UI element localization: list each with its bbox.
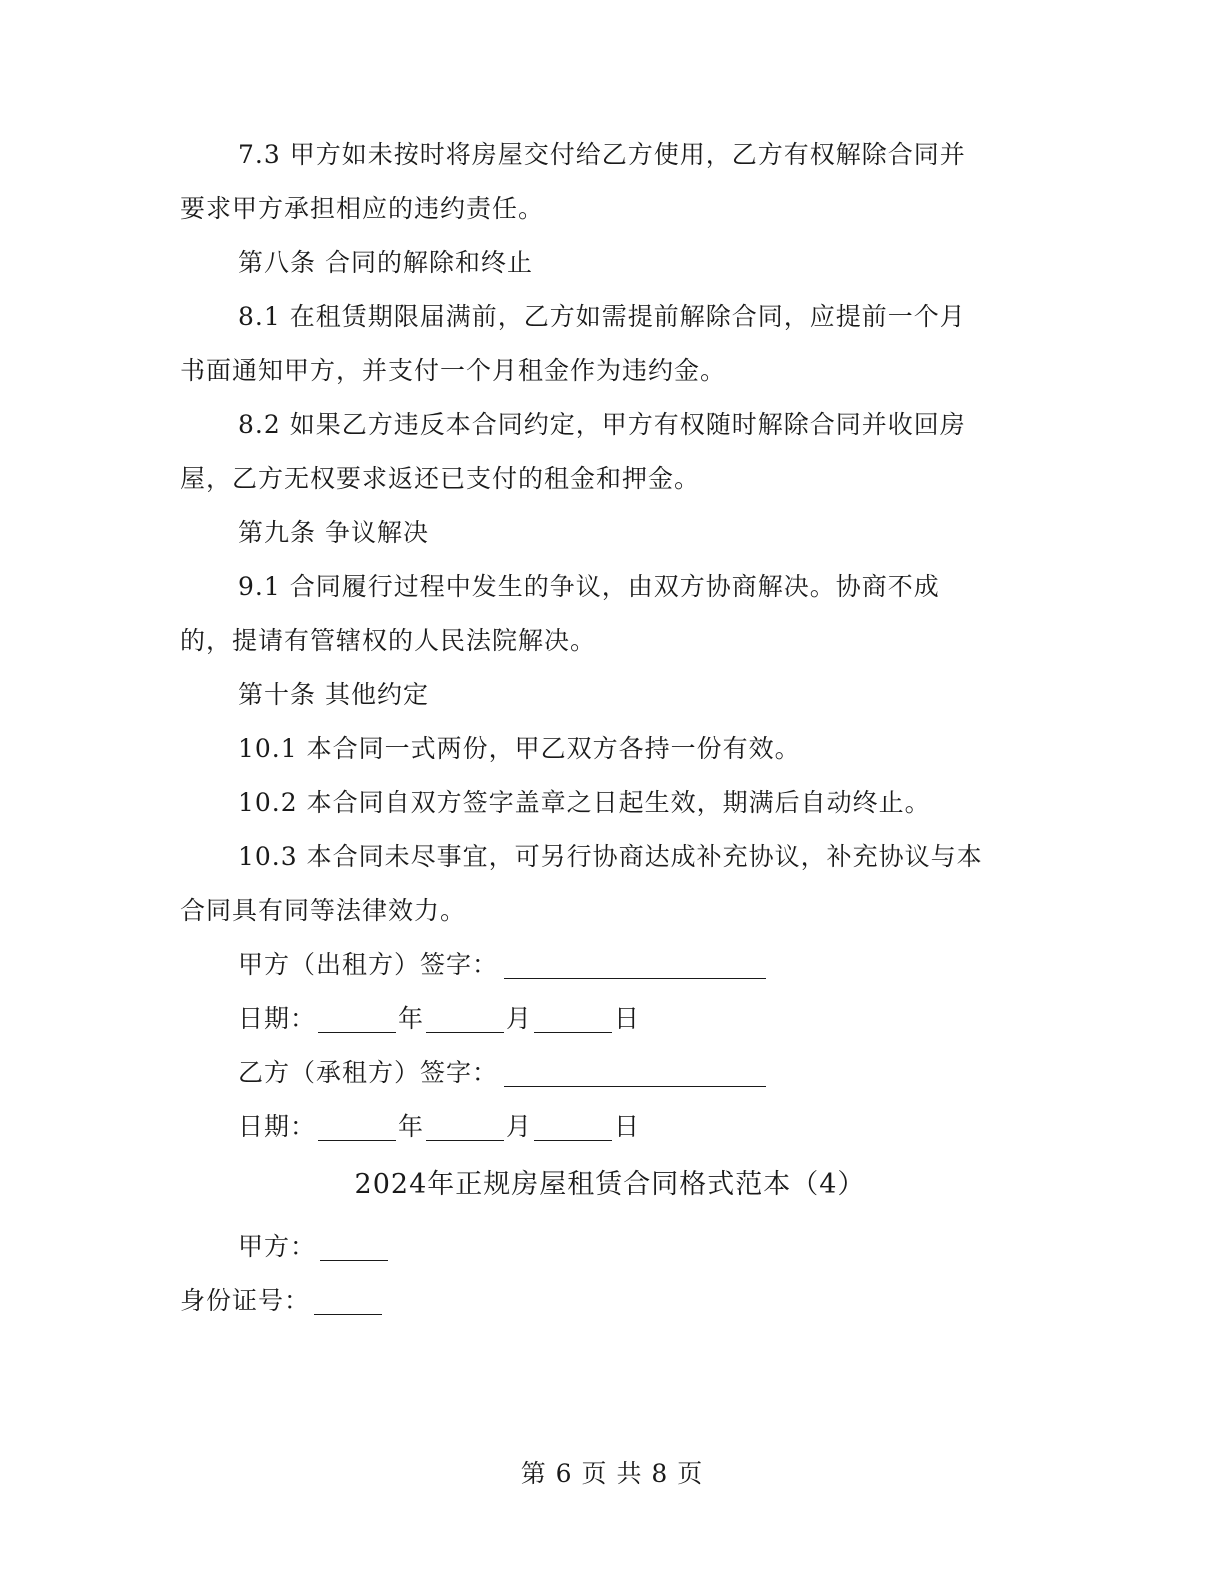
party-a-signature-label: 甲方（出租方）签字： xyxy=(238,950,499,979)
page-footer: 第 6 页 共 8 页 xyxy=(520,1459,704,1488)
article-10-heading: 第十条 其他约定 xyxy=(238,680,429,709)
party-a-signature-row xyxy=(180,938,1040,992)
clause-8-2-line-1: 8.2 如果乙方违反本合同约定，甲方有权随时解除合同并收回房 xyxy=(238,410,966,439)
id-number-label: 身份证号： xyxy=(180,1286,311,1315)
section-title: 2024年正规房屋租赁合同格式范本（4） xyxy=(354,1169,866,1200)
year-label: 年 xyxy=(398,1112,425,1141)
year-blank[interactable] xyxy=(318,1004,396,1033)
article-8-heading: 第八条 合同的解除和终止 xyxy=(238,248,533,277)
day-blank[interactable] xyxy=(534,1112,612,1141)
month-label: 月 xyxy=(506,1004,533,1033)
article-9-heading: 第九条 争议解决 xyxy=(238,518,429,547)
party-a-signature-blank[interactable] xyxy=(504,950,766,979)
date-label: 日期： xyxy=(238,1004,317,1033)
clause-8-2-line-2: 屋，乙方无权要求返还已支付的租金和押金。 xyxy=(180,464,701,493)
id-number-blank[interactable] xyxy=(314,1286,382,1315)
date-label: 日期： xyxy=(238,1112,317,1141)
id-number-row xyxy=(180,1274,1040,1328)
clause-7-3-line-2: 要求甲方承担相应的违约责任。 xyxy=(180,194,545,223)
month-label: 月 xyxy=(506,1112,533,1141)
month-blank[interactable] xyxy=(426,1112,504,1141)
party-b-signature-label: 乙方（承租方）签字： xyxy=(238,1058,499,1087)
party-b-date-row xyxy=(180,1100,1040,1154)
party-a-blank[interactable] xyxy=(320,1232,388,1261)
clause-7-3-line-1: 7.3 甲方如未按时将房屋交付给乙方使用，乙方有权解除合同并 xyxy=(238,140,966,169)
clause-8-1-line-2: 书面通知甲方，并支付一个月租金作为违约金。 xyxy=(180,356,727,385)
party-a-date-row xyxy=(180,992,1040,1046)
document-body xyxy=(180,128,1040,1328)
year-blank[interactable] xyxy=(318,1112,396,1141)
clause-10-2: 10.2 本合同自双方签字盖章之日起生效，期满后自动终止。 xyxy=(238,788,931,817)
month-blank[interactable] xyxy=(426,1004,504,1033)
day-blank[interactable] xyxy=(534,1004,612,1033)
clause-9-1-line-2: 的，提请有管辖权的人民法院解决。 xyxy=(180,626,597,655)
clause-10-3-line-1: 10.3 本合同未尽事宜，可另行协商达成补充协议，补充协议与本 xyxy=(238,842,983,871)
clause-10-3-line-2: 合同具有同等法律效力。 xyxy=(180,896,467,925)
day-label: 日 xyxy=(614,1112,641,1141)
day-label: 日 xyxy=(614,1004,641,1033)
clause-8-1-line-1: 8.1 在租赁期限届满前，乙方如需提前解除合同，应提前一个月 xyxy=(238,302,966,331)
party-a-label: 甲方： xyxy=(238,1232,317,1261)
clause-10-1: 10.1 本合同一式两份，甲乙双方各持一份有效。 xyxy=(238,734,801,763)
party-a-row xyxy=(180,1220,1040,1274)
party-b-signature-blank[interactable] xyxy=(504,1058,766,1087)
party-b-signature-row xyxy=(180,1046,1040,1100)
year-label: 年 xyxy=(398,1004,425,1033)
clause-9-1-line-1: 9.1 合同履行过程中发生的争议，由双方协商解决。协商不成 xyxy=(238,572,940,601)
